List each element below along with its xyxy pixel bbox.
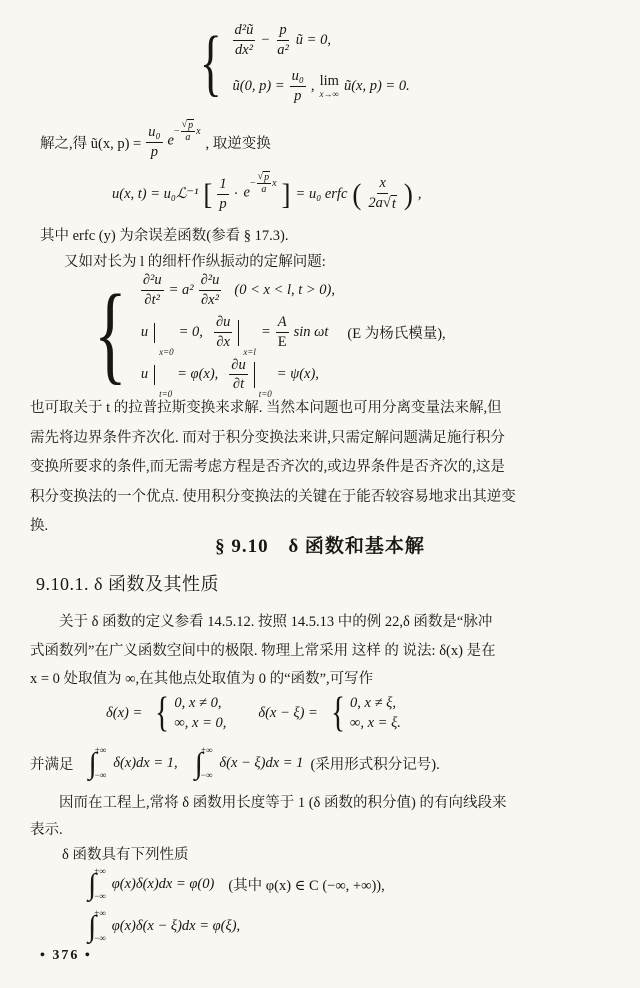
fraction xyxy=(214,314,232,350)
small-fraction xyxy=(181,119,196,143)
fraction-numerator: ∂²u xyxy=(141,272,164,291)
e-base: e xyxy=(243,184,250,201)
limit-operator xyxy=(320,74,339,99)
exponential-term xyxy=(167,119,201,154)
paragraph-line: 换. xyxy=(30,518,49,534)
math-text: φ(x)δ(x)dx = φ(0) xyxy=(111,875,215,892)
case-row: 0, x ≠ ξ, xyxy=(350,694,397,711)
eval-bar xyxy=(154,365,155,385)
minus-sign: − xyxy=(173,125,180,137)
math-text: δ(x) = xyxy=(106,704,143,721)
fraction-numerator: ∂u xyxy=(229,357,247,376)
math-text: = xyxy=(260,324,271,341)
fraction-denominator: p xyxy=(294,88,302,105)
sqrt xyxy=(257,171,272,184)
equation-system-vibration xyxy=(84,271,446,400)
annotation-text: (其中 φ(x) ∈ C (−∞, +∞)), xyxy=(228,877,385,894)
small-fraction xyxy=(257,171,272,195)
annotation-text: (E 为杨氏模量), xyxy=(347,326,446,343)
section-title: δ 函数和基本解 xyxy=(288,536,425,557)
math-text: = u₀ erfc xyxy=(295,185,348,202)
right-bracket: ] xyxy=(281,176,291,210)
limit-word: lim xyxy=(319,73,339,90)
fraction xyxy=(366,175,399,212)
left-brace: { xyxy=(199,22,222,105)
math-text: φ(x)δ(x − ξ)dx = φ(ξ), xyxy=(111,917,241,934)
case-row: ∞, x = 0, xyxy=(174,714,227,731)
paragraph-line: 需先将边界条件齐次化. 而对于积分变换法来讲,只需定解问题满足施行积分 xyxy=(30,429,505,446)
fraction-denominator: p xyxy=(150,143,158,160)
exponent xyxy=(250,171,277,195)
fraction-denominator: a xyxy=(261,184,267,195)
paragraph-line: 变换所要求的条件,而无需考虑方程是否齐次的,或边界条件是否齐次的,这是 xyxy=(30,459,505,475)
eval-subscript: t=0 xyxy=(258,389,272,400)
integral-upper: +∞ xyxy=(94,745,107,755)
case-row: ∞, x = ξ. xyxy=(350,714,401,731)
exponential-term xyxy=(243,171,277,206)
math-text: ũ = 0, xyxy=(295,31,331,48)
cases-block xyxy=(328,692,401,734)
exponent-var: x xyxy=(196,125,201,137)
integral-sign: ∫ xyxy=(194,746,203,780)
math-text: = ψ(x), xyxy=(276,366,319,383)
paragraph-line: 式函数列”在广义函数空间中的极限. 物理上常采用 这样 的 说法: δ(x) 是在 xyxy=(30,642,496,659)
math-var: u xyxy=(140,324,149,341)
paragraph-delta-definition xyxy=(30,608,616,694)
eval-bar xyxy=(238,320,239,346)
paragraph-line: 因而在工程上,常将 δ 函数用长度等于 1 (δ 函数的积分值) 的有向线段来 xyxy=(59,795,507,811)
fraction-denominator: E xyxy=(277,334,287,351)
integral-lower: −∞ xyxy=(200,770,213,780)
left-paren: ( xyxy=(352,176,362,210)
fraction xyxy=(276,314,289,350)
fraction-numerator: p xyxy=(277,22,288,41)
fraction-numerator: u₀ xyxy=(146,124,162,143)
equation-line xyxy=(233,22,410,58)
integral-upper: +∞ xyxy=(94,908,106,918)
fraction xyxy=(233,22,256,58)
integral-sign: ∫ xyxy=(88,909,97,943)
eval-subscript: x=0 xyxy=(159,346,174,357)
sqrt-body: p xyxy=(188,120,194,131)
integral-lower: −∞ xyxy=(94,891,106,901)
math-text: , xyxy=(417,185,422,202)
fraction-denominator: ∂x xyxy=(216,334,230,351)
delta-property-2 xyxy=(88,906,240,946)
eval-bar xyxy=(254,362,255,388)
e-base: e xyxy=(167,132,174,149)
left-brace: { xyxy=(94,271,127,394)
equation-line xyxy=(233,68,410,104)
fraction-denominator: a² xyxy=(277,41,289,58)
equation-line xyxy=(140,314,446,357)
erfc-note-line: 其中 erfc (y) 为余误差函数(参看 § 17.3). xyxy=(40,228,289,244)
page-number: • 376 • xyxy=(40,948,92,963)
fraction xyxy=(141,272,164,308)
fraction-numerator: x xyxy=(377,175,387,194)
fraction xyxy=(217,176,228,212)
fraction xyxy=(146,124,162,160)
denominator-coef: 2a xyxy=(368,195,383,211)
dot-operator: · xyxy=(233,185,239,202)
inline-text: 解之,得 ũ(x, p) = xyxy=(40,135,142,152)
annotation-text: (采用形式积分记号). xyxy=(310,756,440,773)
paragraph-line: 表示. xyxy=(30,822,63,838)
equation-line xyxy=(141,272,446,308)
fraction-denominator: a xyxy=(185,132,191,143)
solution-line xyxy=(40,120,271,164)
fraction-numerator: u₀ xyxy=(290,68,306,87)
math-text: δ(x − ξ)dx = 1 xyxy=(219,754,304,771)
inverse-transform-equation xyxy=(112,168,422,220)
properties-intro-line: δ 函数具有下列性质 xyxy=(62,847,189,863)
paragraph-laplace-discussion xyxy=(30,394,616,542)
math-text: (0 < x < l, t > 0), xyxy=(234,281,335,298)
integral-upper: +∞ xyxy=(94,866,106,876)
limit-subscript: x→∞ xyxy=(319,88,339,99)
integral-normalization-line xyxy=(30,742,440,784)
integral xyxy=(88,867,106,901)
section-heading xyxy=(0,531,640,558)
math-text: , xyxy=(310,78,315,95)
equation-system-transformed-ode xyxy=(193,22,410,105)
math-text: sin ωt xyxy=(293,324,329,341)
fraction-denominator: ∂t xyxy=(232,376,245,393)
eval-subscript: x=l xyxy=(243,346,256,357)
integral-sign: ∫ xyxy=(88,746,97,780)
eval-bar xyxy=(154,323,155,343)
left-bracket: [ xyxy=(203,176,213,210)
delta-cases-equations xyxy=(106,692,401,734)
sqrt-sign: √ xyxy=(181,119,188,130)
sqrt-sign: √ xyxy=(382,195,391,211)
integral xyxy=(195,746,213,780)
integral-lower: −∞ xyxy=(94,770,107,780)
sqrt xyxy=(383,195,397,213)
math-operator: − xyxy=(260,31,271,48)
section-number: § 9.10 xyxy=(215,536,269,557)
left-brace: { xyxy=(330,690,346,736)
integral-upper: +∞ xyxy=(200,745,213,755)
paragraph-engineering-note xyxy=(30,790,616,844)
inline-text: , 取逆变换 xyxy=(205,135,271,152)
paragraph-line: 关于 δ 函数的定义参看 14.5.12. 按照 14.5.13 中的例 22,δ 函数是“脉冲 xyxy=(59,614,493,630)
fraction-denominator xyxy=(366,194,399,213)
rod-problem-intro: 又如对长为 l 的细杆作纵振动的定解问题: xyxy=(64,254,326,270)
fraction-numerator: 1 xyxy=(217,176,228,195)
delta-property-1 xyxy=(88,864,385,904)
cases-block xyxy=(152,692,226,734)
paragraph-line: 也可取关于 t 的拉普拉斯变换来求解. 当然本问题也可用分离变量法来解,但 xyxy=(30,400,502,416)
math-text: δ(x)dx = 1, xyxy=(113,754,178,771)
fraction-numerator: d²ũ xyxy=(233,22,256,41)
fraction xyxy=(275,22,291,58)
math-text: = a² xyxy=(168,281,194,298)
math-text: δ(x − ξ) = xyxy=(258,704,318,721)
math-text: u(x, t) = u₀ℒ⁻¹ xyxy=(112,185,199,202)
math-text: = φ(x), xyxy=(177,366,219,383)
paragraph-line: 积分变换法的一个优点. 使用积分变换法的关键在于能否较容易地求出其逆变 xyxy=(30,488,516,505)
fraction-numerator: ∂u xyxy=(214,314,232,333)
math-text: = 0, xyxy=(178,324,203,341)
fraction-denominator: dx² xyxy=(234,41,253,58)
fraction-denominator: ∂x² xyxy=(201,291,219,308)
math-text: ũ(x, p) = 0. xyxy=(343,78,410,95)
fraction xyxy=(290,68,306,104)
fraction xyxy=(199,272,222,308)
exponent-var: x xyxy=(272,177,277,189)
eval-subscript: t=0 xyxy=(159,389,173,400)
fraction-denominator: ∂t² xyxy=(144,291,160,308)
inline-text: 并满足 xyxy=(30,756,74,773)
equation-line xyxy=(140,356,446,400)
integral xyxy=(89,746,107,780)
minus-sign: − xyxy=(249,177,256,189)
fraction xyxy=(229,357,247,393)
subsection-heading: 9.10.1. δ 函数及其性质 xyxy=(36,574,219,594)
fraction-numerator: A xyxy=(276,314,289,333)
integral xyxy=(88,909,106,943)
sqrt-body: p xyxy=(264,172,270,183)
fraction-numerator: ∂²u xyxy=(199,272,222,291)
integral-sign: ∫ xyxy=(88,867,97,901)
integral-lower: −∞ xyxy=(94,933,106,943)
sqrt xyxy=(181,119,196,132)
math-text: ũ(0, p) = xyxy=(232,78,285,95)
sqrt-sign: √ xyxy=(257,171,264,182)
paragraph-line: x = 0 处取值为 ∞,在其他点处取值为 0 的“函数”,可写作 xyxy=(30,671,374,687)
left-brace: { xyxy=(155,690,170,736)
right-paren: ) xyxy=(403,176,413,210)
case-row: 0, x ≠ 0, xyxy=(174,694,222,711)
sqrt-body: t xyxy=(391,196,396,212)
fraction-denominator: p xyxy=(219,195,227,212)
math-var: u xyxy=(140,366,149,383)
exponent xyxy=(174,119,201,143)
